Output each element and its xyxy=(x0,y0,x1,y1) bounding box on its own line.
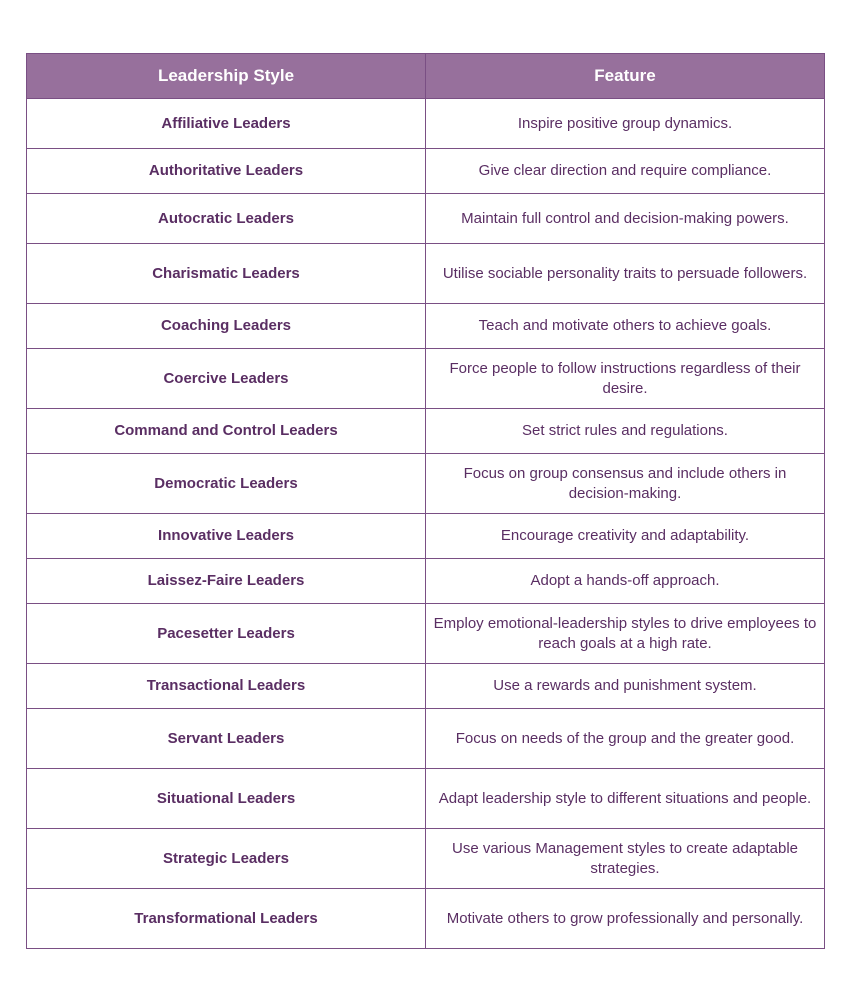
leadership-style-cell: Transformational Leaders xyxy=(27,889,426,949)
leadership-style-cell: Strategic Leaders xyxy=(27,829,426,889)
table-row xyxy=(27,409,825,454)
table-header xyxy=(27,54,825,99)
table-row xyxy=(27,709,825,769)
feature-cell: Employ emotional-leadership styles to drive employees to reach goals at a high rate. xyxy=(426,604,825,664)
leadership-style-cell: Command and Control Leaders xyxy=(27,409,426,454)
table-row xyxy=(27,559,825,604)
leadership-style-cell: Affiliative Leaders xyxy=(27,99,426,149)
table-header-row xyxy=(27,54,825,99)
feature-cell: Teach and motivate others to achieve goals. xyxy=(426,304,825,349)
leadership-style-cell: Charismatic Leaders xyxy=(27,244,426,304)
table-row xyxy=(27,454,825,514)
feature-cell: Adopt a hands-off approach. xyxy=(426,559,825,604)
feature-cell: Adapt leadership style to different situations and people. xyxy=(426,769,825,829)
table-row xyxy=(27,194,825,244)
leadership-style-cell: Autocratic Leaders xyxy=(27,194,426,244)
table-row xyxy=(27,769,825,829)
feature-cell: Force people to follow instructions regardless of their desire. xyxy=(426,349,825,409)
table-row xyxy=(27,514,825,559)
table-row xyxy=(27,829,825,889)
table-row xyxy=(27,149,825,194)
table-row xyxy=(27,664,825,709)
table-row xyxy=(27,99,825,149)
table-row xyxy=(27,604,825,664)
feature-cell: Use various Management styles to create adaptable strategies. xyxy=(426,829,825,889)
table-row xyxy=(27,304,825,349)
leadership-style-cell: Laissez-Faire Leaders xyxy=(27,559,426,604)
leadership-style-cell: Democratic Leaders xyxy=(27,454,426,514)
leadership-style-cell: Innovative Leaders xyxy=(27,514,426,559)
table-row xyxy=(27,889,825,949)
column-header-leadership-style: Leadership Style xyxy=(27,54,426,99)
table-body xyxy=(27,99,825,949)
column-header-feature: Feature xyxy=(426,54,825,99)
leadership-style-cell: Coercive Leaders xyxy=(27,349,426,409)
feature-cell: Use a rewards and punishment system. xyxy=(426,664,825,709)
feature-cell: Inspire positive group dynamics. xyxy=(426,99,825,149)
leadership-style-cell: Pacesetter Leaders xyxy=(27,604,426,664)
feature-cell: Utilise sociable personality traits to persuade followers. xyxy=(426,244,825,304)
leadership-style-cell: Transactional Leaders xyxy=(27,664,426,709)
feature-cell: Focus on group consensus and include others in decision-making. xyxy=(426,454,825,514)
table-row xyxy=(27,244,825,304)
feature-cell: Set strict rules and regulations. xyxy=(426,409,825,454)
leadership-style-cell: Coaching Leaders xyxy=(27,304,426,349)
feature-cell: Give clear direction and require compliance. xyxy=(426,149,825,194)
feature-cell: Maintain full control and decision-making powers. xyxy=(426,194,825,244)
leadership-styles-table xyxy=(26,53,825,949)
feature-cell: Encourage creativity and adaptability. xyxy=(426,514,825,559)
leadership-styles-table-container xyxy=(26,53,824,949)
leadership-style-cell: Authoritative Leaders xyxy=(27,149,426,194)
feature-cell: Motivate others to grow professionally and personally. xyxy=(426,889,825,949)
table-row xyxy=(27,349,825,409)
leadership-style-cell: Servant Leaders xyxy=(27,709,426,769)
leadership-style-cell: Situational Leaders xyxy=(27,769,426,829)
feature-cell: Focus on needs of the group and the greater good. xyxy=(426,709,825,769)
